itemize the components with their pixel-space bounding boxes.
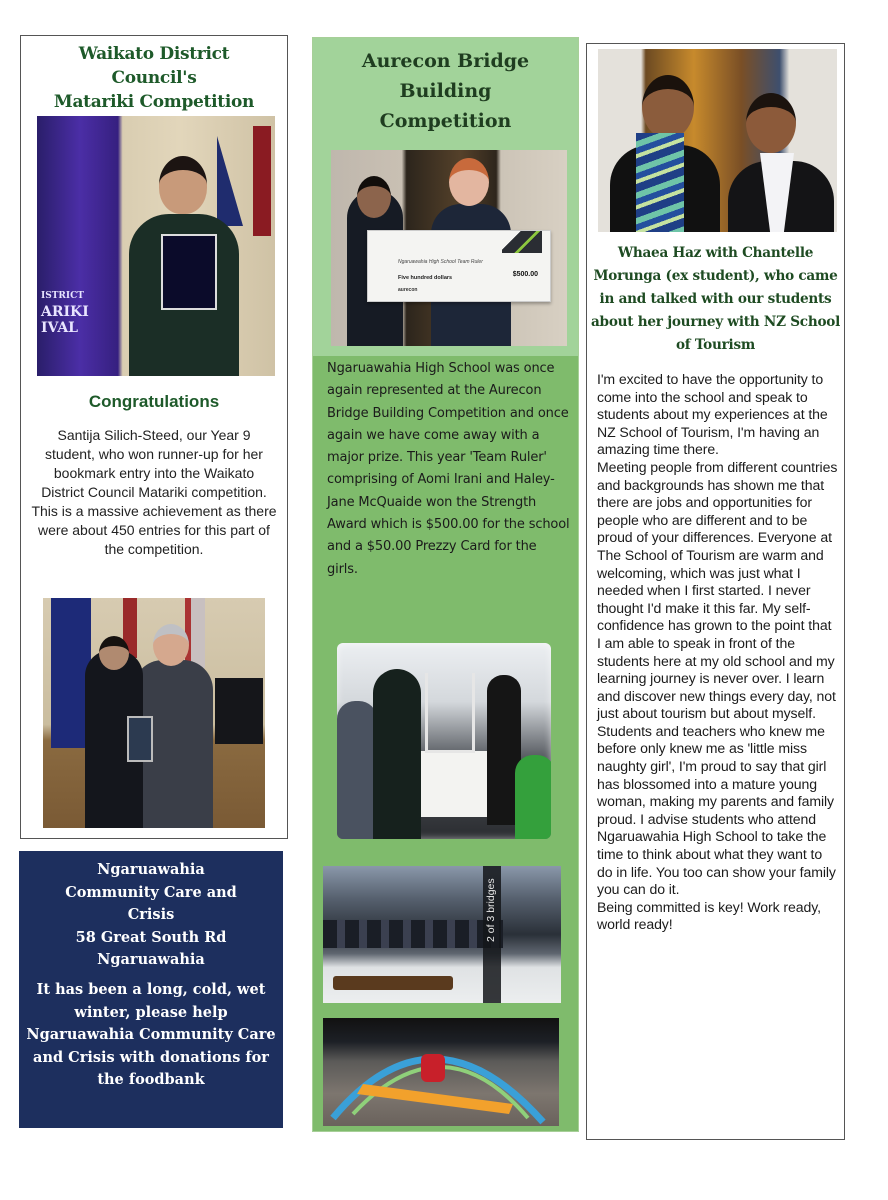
arch-bridge-drawing bbox=[323, 1018, 559, 1126]
matariki-title bbox=[21, 42, 287, 114]
matariki-competition-panel bbox=[20, 35, 288, 839]
bridge-tower bbox=[425, 673, 475, 753]
address-line: Crisis bbox=[127, 906, 175, 923]
aurecon-bridge-panel bbox=[312, 37, 579, 1132]
matariki-festival-banner bbox=[41, 288, 89, 336]
banner-text-line: IVAL bbox=[41, 320, 79, 336]
tourism-paragraph: I'm excited to have the opportunity to come into the school and speak to students about my experiences at the NZ School of Tourism, I'm having an amazing time there. bbox=[597, 371, 828, 458]
photo-whaea-haz-and-chantelle bbox=[598, 49, 837, 232]
tourism-paragraph: Being committed is key! Work ready, world ready! bbox=[597, 898, 821, 933]
photo-bridge-testing-event bbox=[337, 643, 551, 839]
photo-cheque-presentation bbox=[331, 150, 567, 346]
banner-text-line: ARIKI bbox=[41, 304, 89, 320]
aurecon-title-line: Aurecon Bridge bbox=[361, 50, 530, 72]
congratulations-heading: Congratulations bbox=[88, 392, 220, 411]
photo-award-presentation bbox=[43, 598, 265, 828]
aurecon-title-line: Competition bbox=[379, 110, 512, 132]
photo-santija-with-certificate bbox=[37, 116, 275, 376]
cheque-amount-words: Five hundred dollars bbox=[398, 275, 453, 281]
address-line: Ngaruawahia bbox=[97, 951, 205, 968]
award-plaque bbox=[127, 716, 153, 762]
cheque-amount: $500.00 bbox=[512, 271, 538, 278]
flag bbox=[253, 126, 271, 236]
tourism-paragraph: Meeting people from different countries and backgrounds has shown me that there are jobs and opportunities for people who are different and to be proud of your differences. Everyone at The School of Tourism are warm and welcoming, which was just what I needed when I first started. I never thought I'd make it this far. My self-confidence has grown to the point that I am able to speak in front of the students here at my old school and my learning journey is never over. I learn and discover new things every day, not just about tourism but about myself. Students and teachers who knew me before only knew me as 'little miss naughty girl', I'm proud to say that girl has blossomed into a mature young woman, making my parents and family proud. I advise students who attend Ngaruawahia High School to take the time to think about what they want to do in life. You too can show your family you can do it. bbox=[597, 458, 838, 898]
matariki-body-text: Santija Silich-Steed, our Year 9 student, who won runner-up for her bookmark entry into the Waikato District Council Matariki competition. This is a massive achievement as there were about 450 entries for this part of the competition. bbox=[31, 427, 277, 557]
photo-bridge-model bbox=[323, 866, 561, 1003]
aurecon-body-text: Ngaruawahia High School was once again represented at the Aurecon Bridge Building Competition and once again we have come away with a major prize. This year 'Team Ruler' comprising of Aomi Irani and Haley-Jane McQuaide won the Strength Award which is $500.00 for the school and a $50.00 Prezzy Card for the girls. bbox=[327, 361, 570, 577]
scarf bbox=[636, 133, 684, 232]
certificate bbox=[161, 234, 217, 310]
community-care-panel bbox=[19, 851, 283, 1128]
matariki-title-line: Waikato District bbox=[78, 44, 230, 64]
banner-text-line: ISTRICT bbox=[41, 291, 84, 301]
community-care-address bbox=[19, 859, 283, 972]
aurecon-title-line: Building bbox=[399, 80, 492, 102]
address-line: Ngaruawahia bbox=[97, 861, 205, 878]
school-of-tourism-panel bbox=[586, 43, 845, 1140]
matariki-title-line: Council's bbox=[111, 68, 197, 88]
student-figure bbox=[129, 156, 239, 376]
cheque-brand: aurecon bbox=[398, 287, 418, 293]
aurecon-title bbox=[313, 46, 578, 136]
photo-label: 2 of 3 bridges bbox=[485, 878, 497, 942]
matariki-title-line: Matariki Competition bbox=[53, 92, 255, 112]
tourism-caption: Whaea Haz with Chantelle Morunga (ex student), who came in and talked with our students about her journey with NZ School of Tourism bbox=[591, 245, 841, 353]
cheque-payee: Ngaruawahia High School Team Ruler bbox=[398, 259, 483, 265]
foodbank-appeal-text: It has been a long, cold, wet winter, please help Ngaruawahia Community Care and Crisis with donations for the foodbank bbox=[26, 981, 276, 1088]
photo-arch-bridge bbox=[323, 1018, 559, 1126]
prize-cheque bbox=[367, 230, 551, 302]
tourism-body-text bbox=[597, 371, 838, 934]
address-line: 58 Great South Rd bbox=[75, 928, 227, 946]
address-line: Community Care and bbox=[65, 883, 237, 901]
